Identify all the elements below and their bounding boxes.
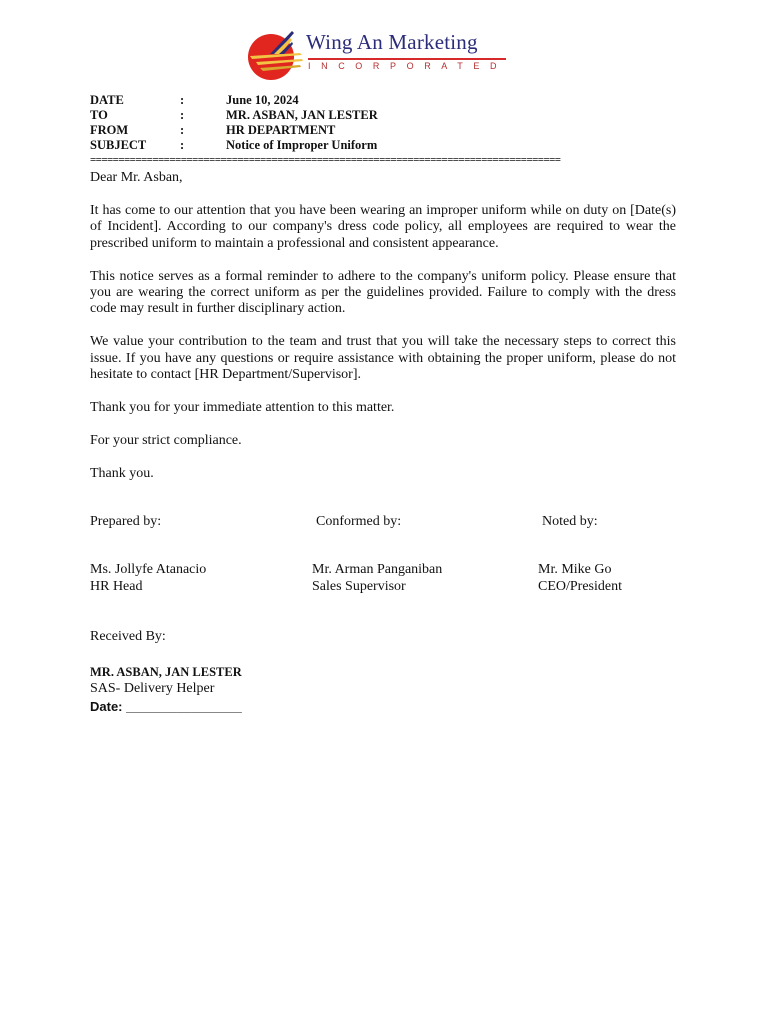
memo-separator: =================================================================================== (90, 154, 561, 166)
memo-date-row (90, 93, 676, 108)
noted-name: Mr. Mike Go (538, 562, 612, 577)
company-suffix: INCORPORATED (308, 61, 508, 71)
noted-signatory (538, 562, 622, 595)
prepared-title: HR Head (90, 578, 143, 594)
prepared-by-label: Prepared by: (90, 514, 162, 529)
noted-by-label: Noted by: (542, 514, 598, 529)
salutation: Dear Mr. Asban, (90, 170, 183, 185)
company-logo (246, 28, 508, 82)
received-by-label: Received By: (90, 629, 166, 644)
colon: : (180, 123, 185, 137)
conformed-name: Mr. Arman Panganiban (312, 562, 443, 577)
paragraph: It has come to our attention that you have been wearing an improper uniform while on duty on [Date(s) of Incident]. According to our company's dress code policy, all employees are required to wear the prescribed uniform to maintain a professional and consistent appearance. (90, 202, 676, 251)
memo-subject-row (90, 138, 676, 153)
subject-value: Notice of Improper Uniform (226, 138, 378, 152)
prepared-name: Ms. Jollyfe Atanacio (90, 562, 207, 577)
from-value: HR DEPARTMENT (226, 123, 336, 137)
to-label: TO (90, 108, 108, 122)
wing-emblem-icon (246, 28, 308, 82)
colon: : (180, 138, 185, 152)
prepared-signatory (90, 562, 206, 595)
letter-body (90, 170, 676, 499)
noted-title: CEO/President (538, 578, 622, 594)
memo-header (90, 93, 676, 153)
memo-from-row (90, 123, 676, 138)
company-name: Wing An Marketing (306, 30, 478, 54)
closing: Thank you. (90, 465, 154, 481)
colon: : (180, 93, 185, 107)
letterhead-rule (308, 58, 506, 60)
received-date-line: Date: ________________ (90, 699, 242, 714)
conformed-signatory (312, 562, 442, 595)
subject-label: SUBJECT (90, 138, 147, 152)
date-value: June 10, 2024 (226, 93, 299, 107)
received-position: SAS- Delivery Helper (90, 681, 215, 696)
paragraph: We value your contribution to the team and trust that you will take the necessary steps to correct this issue. If you have any questions or require assistance with obtaining the proper uniform, please do not hesitate to contact [HR Department/Supervisor]. (90, 334, 676, 383)
paragraph: This notice serves as a formal reminder to adhere to the company's uniform policy. Please ensure that you are wearing the correct uniform as per the guidelines provided. Failure to comply with the dress code may result in further disciplinary action. (90, 268, 676, 317)
received-name: MR. ASBAN, JAN LESTER (90, 665, 242, 679)
to-value: MR. ASBAN, JAN LESTER (226, 108, 378, 122)
conformed-title: Sales Supervisor (312, 578, 406, 594)
from-label: FROM (90, 123, 129, 137)
date-label: DATE (90, 93, 124, 107)
paragraph: Thank you for your immediate attention to this matter. (90, 400, 395, 416)
paragraph: For your strict compliance. (90, 432, 242, 448)
colon: : (180, 108, 185, 122)
memo-to-row (90, 108, 676, 123)
conformed-by-label: Conformed by: (316, 514, 402, 529)
